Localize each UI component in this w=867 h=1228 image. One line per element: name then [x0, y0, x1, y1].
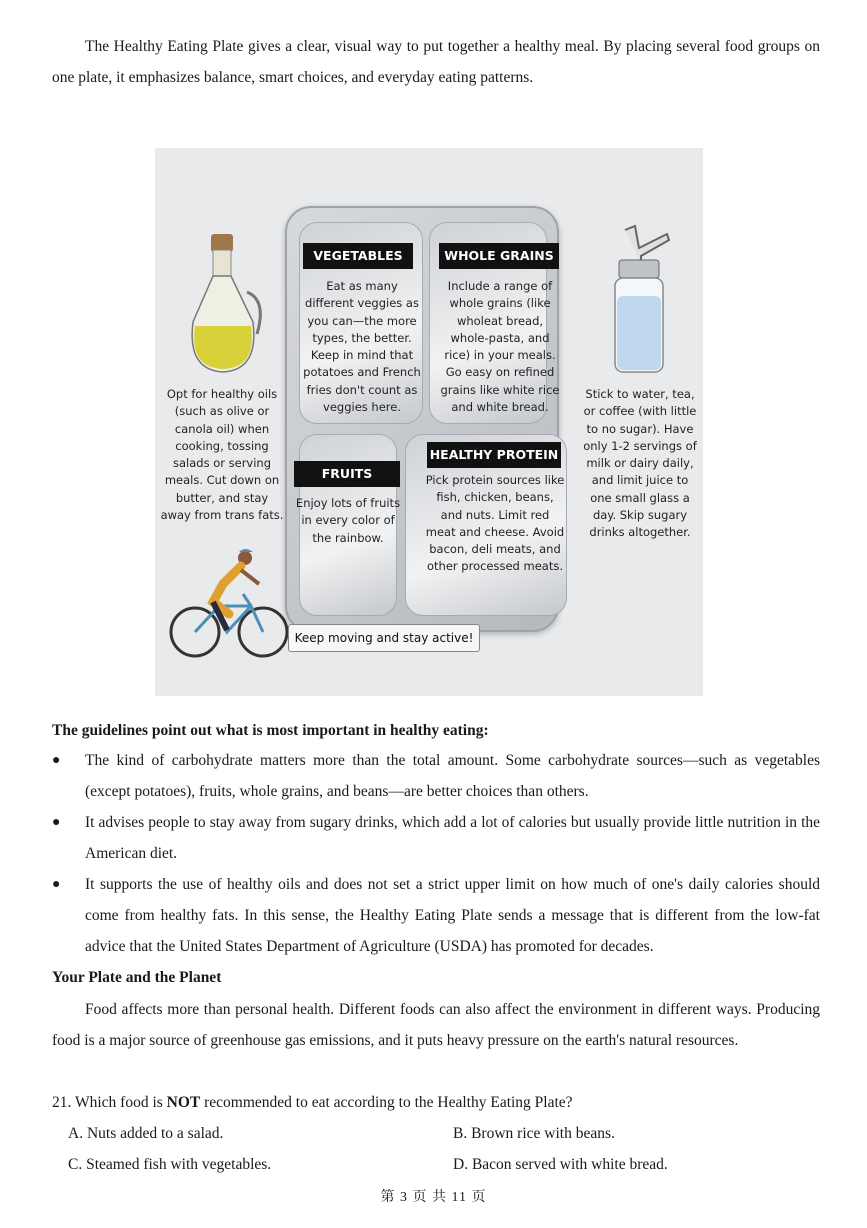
- keep-moving-banner: Keep moving and stay active!: [288, 624, 480, 652]
- oils-text: Opt for healthy oils (such as olive or canola oil) when cooking, tossing salads or serving meals. Cut down on butter, and stay away from trans fats.: [160, 387, 284, 523]
- question-suffix: recommended to eat according to the Healthy Eating Plate?: [200, 1094, 573, 1111]
- option-d[interactable]: D. Bacon served with white bread.: [453, 1156, 668, 1173]
- vegetables-label: VEGETABLES: [303, 243, 413, 269]
- section-heading: Your Plate and the Planet: [52, 969, 222, 986]
- healthy-eating-plate-infographic: [155, 148, 703, 696]
- cyclist-icon: [169, 544, 293, 660]
- bullet-text: The kind of carbohydrate matters more than the total amount. Some carbohydrate sources—such as vegetables (except potatoes), fruits, whole grains, and beans—are better choices than others.: [85, 752, 820, 800]
- option-b[interactable]: B. Brown rice with beans.: [453, 1125, 615, 1142]
- fruits-text: Enjoy lots of fruits in every color of the rainbow.: [295, 496, 401, 545]
- bullet-item: [52, 745, 820, 807]
- option-a[interactable]: A. Nuts added to a salad.: [68, 1125, 224, 1142]
- fruits-label: FRUITS: [294, 461, 400, 487]
- planet-paragraph: Food affects more than personal health. Different foods can also affect the environment in different ways. Producing food is a major source of greenhouse gas emissions, and it puts heavy pressure on the earth's natural resources.: [52, 1001, 820, 1049]
- bullet-dot-icon: ●: [52, 815, 61, 830]
- question-stem: [52, 1087, 820, 1118]
- question-prefix: 21. Which food is: [52, 1094, 167, 1111]
- bullet-text: It supports the use of healthy oils and does not set a strict upper limit on how much of one's daily calories should come from healthy fats. In this sense, the Healthy Eating Plate sends a message that is different from the low-fat advice that the United States Department of Agriculture (USDA) has promoted for decades.: [85, 876, 820, 955]
- bullet-text: It advises people to stay away from sugary drinks, which add a lot of calories but usually provide little nutrition in the American diet.: [85, 814, 820, 862]
- water-text: Stick to water, tea, or coffee (with little to no sugar). Have only 1-2 servings of milk or dairy daily, and limit juice to one small glass a day. Skip sugary drinks altogether.: [583, 387, 697, 540]
- page-footer: 第 3 页 共 11 页: [380, 1190, 487, 1205]
- question-emphasis: NOT: [166, 1094, 201, 1111]
- bullet-dot-icon: ●: [52, 877, 61, 892]
- bullet-item: [52, 807, 820, 869]
- bullet-dot-icon: ●: [52, 753, 61, 768]
- healthy-protein-label: HEALTHY PROTEIN: [427, 442, 561, 468]
- vegetables-text: Eat as many different veggies as you can—the more types, the better. Keep in mind that potatoes and French fries don't count as veggies here.: [303, 279, 421, 415]
- option-c[interactable]: C. Steamed fish with vegetables.: [68, 1156, 272, 1173]
- guidelines-heading: The guidelines point out what is most important in healthy eating:: [52, 722, 489, 739]
- healthy-protein-text: Pick protein sources like fish, chicken, beans, and nuts. Limit red meat and cheese. Avoid bacon, deli meats, and other processed meats.: [425, 473, 565, 574]
- olive-oil-bottle-icon: [183, 230, 265, 378]
- whole-grains-label: WHOLE GRAINS: [439, 243, 559, 269]
- water-bottle-icon: [605, 224, 683, 376]
- intro-paragraph: The Healthy Eating Plate gives a clear, visual way to put together a healthy meal. By placing several food groups on one plate, it emphasizes balance, smart choices, and everyday eating patterns.: [52, 38, 820, 86]
- bullet-item: [52, 869, 820, 962]
- whole-grains-text: Include a range of whole grains (like wholeat bread, whole-pasta, and rice) in your meals. Go easy on refined grains like white rice and white bread.: [440, 279, 560, 415]
